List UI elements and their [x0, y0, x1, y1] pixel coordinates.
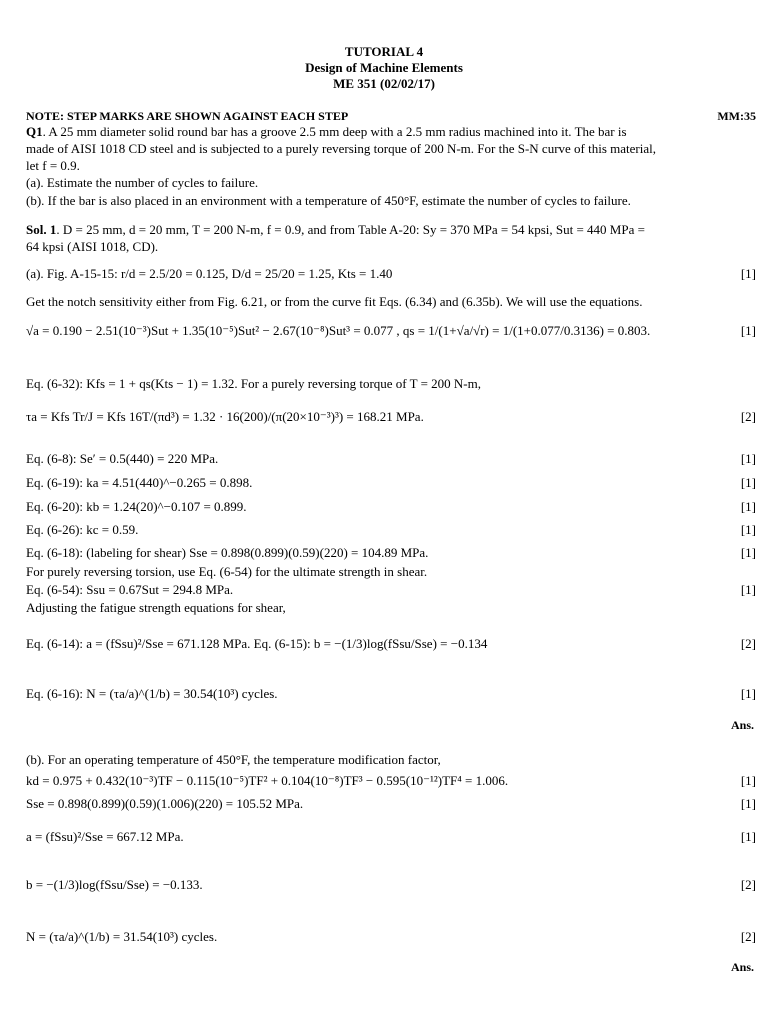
eq-6-54: Eq. (6-54): Ssu = 0.67Sut = 294.8 MPa.	[26, 582, 234, 597]
tau-equation: τa = Kfs Tr/J = Kfs 16T/(πd³) = 1.32 · 16(200)/(π(20×10⁻³)³) = 168.21 MPa.	[26, 409, 424, 424]
mark: [2]	[740, 929, 756, 944]
eq-6-18: Eq. (6-18): (labeling for shear) Sse = 0.898(0.899)(0.59)(220) = 104.89 MPa.	[26, 545, 429, 560]
kfs-equation: Eq. (6-32): Kfs = 1 + qs(Kts − 1) = 1.32. For a purely reversing torque of T = 200 N-m,	[26, 376, 481, 391]
answer-label-a: Ans.	[730, 718, 754, 732]
question-line-2: made of AISI 1018 CD steel and is subjected to a purely reversing torque of 200 N-m. For the S-N curve of this material,	[26, 141, 656, 156]
mark: [1]	[740, 773, 756, 788]
mark: [1]	[740, 686, 756, 701]
part-b-intro: (b). For an operating temperature of 450°F, the temperature modification factor,	[26, 752, 441, 767]
mark: [2]	[740, 636, 756, 651]
kd-equation: kd = 0.975 + 0.432(10⁻³)TF − 0.115(10⁻⁵)TF² + 0.104(10⁻⁸)TF³ − 0.595(10⁻¹²)TF⁴ = 1.006.	[26, 773, 509, 788]
mark: [1]	[740, 475, 756, 490]
answer-label-b: Ans.	[730, 960, 754, 974]
question-part-a: (a). Estimate the number of cycles to failure.	[26, 175, 259, 190]
mark: [1]	[740, 323, 756, 338]
eq-6-19: Eq. (6-19): ka = 4.51(440)^−0.265 = 0.898.	[26, 475, 253, 490]
mark: [2]	[740, 877, 756, 892]
sse-b-equation: Sse = 0.898(0.899)(0.59)(1.006)(220) = 105.52 MPa.	[26, 796, 304, 811]
eq-6-26: Eq. (6-26): kc = 0.59.	[26, 522, 139, 537]
a-b-equation: a = (fSsu)²/Sse = 667.12 MPa.	[26, 829, 184, 844]
notch-sensitivity-text: Get the notch sensitivity either from Fig. 6.21, or from the curve fit Eqs. (6.34) and (6.35b). We will use the equations.	[26, 294, 643, 309]
solution-line-2: 64 kpsi (AISI 1018, CD).	[26, 239, 159, 254]
note-line: NOTE: STEP MARKS ARE SHOWN AGAINST EACH STEP	[26, 109, 349, 123]
b-b-equation: b = −(1/3)log(fSsu/Sse) = −0.133.	[26, 877, 203, 892]
eq-6-14-6-15: Eq. (6-14): a = (fSsu)²/Sse = 671.128 MPa. Eq. (6-15): b = −(1/3)log(fSsu/Sse) = −0.134	[26, 636, 488, 651]
mark: [2]	[740, 409, 756, 424]
course-subtitle: Design of Machine Elements	[305, 60, 463, 75]
n-b-equation: N = (τa/a)^(1/b) = 31.54(10³) cycles.	[26, 929, 218, 944]
eq-6-20: Eq. (6-20): kb = 1.24(20)^−0.107 = 0.899.	[26, 499, 247, 514]
mark: [1]	[740, 522, 756, 537]
mark: [1]	[740, 545, 756, 560]
adjusting-text: Adjusting the fatigue strength equations for shear,	[26, 600, 286, 615]
mark: [1]	[740, 582, 756, 597]
mark: [1]	[740, 499, 756, 514]
solution-line-1: Sol. 1. D = 25 mm, d = 20 mm, T = 200 N-m, f = 0.9, and from Table A-20: Sy = 370 MPa = 54 kpsi, Sut = 440 MPa =	[26, 222, 645, 237]
question-label: Q1	[26, 124, 43, 139]
max-marks: MM:35	[717, 109, 756, 123]
mark: [1]	[740, 266, 756, 281]
sqrt-a-equation: √a = 0.190 − 2.51(10⁻³)Sut + 1.35(10⁻⁵)Sut² − 2.67(10⁻⁸)Sut³ = 0.077 , qs = 1/(1+√a/√r) = 1/(1+0.077/0.3136) = 0.803.	[26, 323, 651, 338]
mark: [1]	[740, 451, 756, 466]
mark: [1]	[740, 829, 756, 844]
torsion-text: For purely reversing torsion, use Eq. (6-54) for the ultimate strength in shear.	[26, 564, 428, 579]
eq-6-16: Eq. (6-16): N = (τa/a)^(1/b) = 30.54(10³) cycles.	[26, 686, 278, 701]
fig-a15-15-line: (a). Fig. A-15-15: r/d = 2.5/20 = 0.125, D/d = 25/20 = 1.25, Kts = 1.40	[26, 266, 393, 281]
eq-6-8: Eq. (6-8): Se′ = 0.5(440) = 220 MPa.	[26, 451, 219, 466]
tutorial-title: TUTORIAL 4	[344, 44, 424, 59]
question-line-3: let f = 0.9.	[26, 158, 80, 173]
mark: [1]	[740, 796, 756, 811]
question-part-b: (b). If the bar is also placed in an environment with a temperature of 450°F, estimate the number of cycles to failure.	[26, 193, 631, 208]
question-line-1: Q1. A 25 mm diameter solid round bar has a groove 2.5 mm deep with a 2.5 mm radius machined into it. The bar is	[26, 124, 627, 139]
solution-label: Sol. 1	[26, 222, 57, 237]
course-code-date: ME 351 (02/02/17)	[333, 76, 435, 91]
